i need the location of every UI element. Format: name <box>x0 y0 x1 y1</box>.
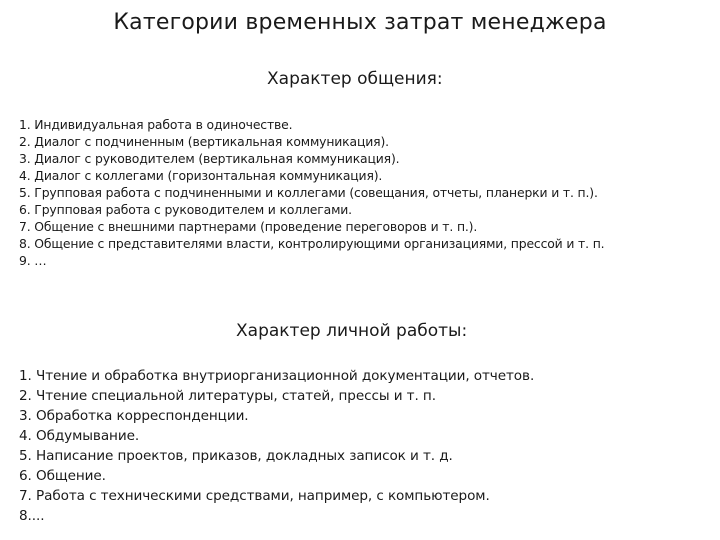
list-item: 8. Общение с представителями власти, контролирующими организациями, прессой и т. п. <box>19 236 605 251</box>
list-item: 1. Чтение и обработка внутриорганизационной документации, отчетов. <box>19 368 535 384</box>
list-item: 6. Групповая работа с руководителем и коллегами. <box>19 202 352 217</box>
list-item: 4. Обдумывание. <box>19 428 140 444</box>
list-item: 9. … <box>19 253 47 268</box>
list-item: 1. Индивидуальная работа в одиночестве. <box>19 117 293 132</box>
list-item: 8.... <box>19 508 45 524</box>
list-item: 4. Диалог с коллегами (горизонтальная коммуникация). <box>19 168 383 183</box>
slide-title: Категории временных затрат менеджера <box>113 10 607 35</box>
list-item: 2. Диалог с подчиненным (вертикальная коммуникация). <box>19 134 389 149</box>
list-item: 2. Чтение специальной литературы, статей, прессы и т. п. <box>19 388 436 404</box>
section-heading-communication: Характер общения: <box>267 69 443 89</box>
personal-work-list <box>19 366 709 526</box>
section-heading-personal-work: Характер личной работы: <box>236 321 468 341</box>
list-item: 7. Работа с техническими средствами, например, с компьютером. <box>19 488 490 504</box>
communication-list <box>19 116 709 269</box>
list-item: 3. Обработка корреспонденции. <box>19 408 249 424</box>
list-item: 5. Групповая работа с подчиненными и коллегами (совещания, отчеты, планерки и т. п.). <box>19 185 598 200</box>
list-item: 6. Общение. <box>19 468 106 484</box>
list-item: 3. Диалог с руководителем (вертикальная коммуникация). <box>19 151 400 166</box>
list-item: 5. Написание проектов, приказов, докладных записок и т. д. <box>19 448 453 464</box>
list-item: 7. Общение с внешними партнерами (проведение переговоров и т. п.). <box>19 219 478 234</box>
